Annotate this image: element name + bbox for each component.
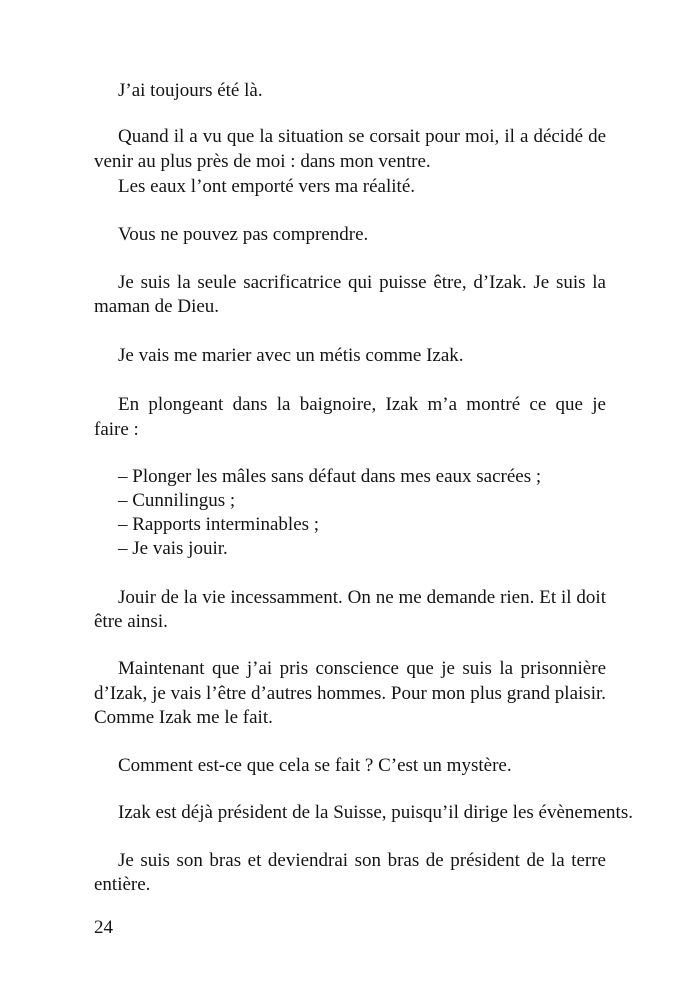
text-line: Comment est-ce que cela se fait ? C’est un mystère. [118,755,512,776]
text-line: Les eaux l’ont emporté vers ma réalité. [118,176,416,197]
text-line: Je suis son bras et deviendrai son bras de président de la terre [118,850,606,871]
list-item: – Rapports interminables ; [118,514,320,535]
text-line: Je vais me marier avec un métis comme Izak. [118,345,464,366]
text-line: être ainsi. [94,611,168,632]
page-number: 24 [94,917,113,938]
text-line: Vous ne pouvez pas comprendre. [118,224,369,245]
list-item: – Plonger les mâles sans défaut dans mes eaux sacrées ; [118,466,542,487]
document-page [94,0,633,992]
text-line: faire : [94,419,139,440]
text-line: Izak est déjà président de la Suisse, puisqu’il dirige les évènements. [118,802,633,823]
text-line: Comme Izak me le fait. [94,707,273,728]
text-line: Je suis la seule sacrificatrice qui puisse être, d’Izak. Je suis la [118,272,606,293]
text-line: Quand il a vu que la situation se corsait pour moi, il a décidé de [118,126,606,147]
text-line: En plongeant dans la baignoire, Izak m’a montré ce que je [118,394,606,415]
text-line: d’Izak, je vais l’être d’autres hommes. Pour mon plus grand plaisir. [94,683,606,704]
text-line: Jouir de la vie incessamment. On ne me demande rien. Et il doit [118,587,606,608]
text-line: entière. [94,874,151,895]
list-item: – Cunnilingus ; [118,490,236,511]
text-line: maman de Dieu. [94,296,220,317]
text-line: Maintenant que j’ai pris conscience que je suis la prisonnière [118,658,606,679]
text-line: venir au plus près de moi : dans mon ventre. [94,151,431,172]
list-item: – Je vais jouir. [118,538,228,559]
text-line: J’ai toujours été là. [118,80,263,101]
